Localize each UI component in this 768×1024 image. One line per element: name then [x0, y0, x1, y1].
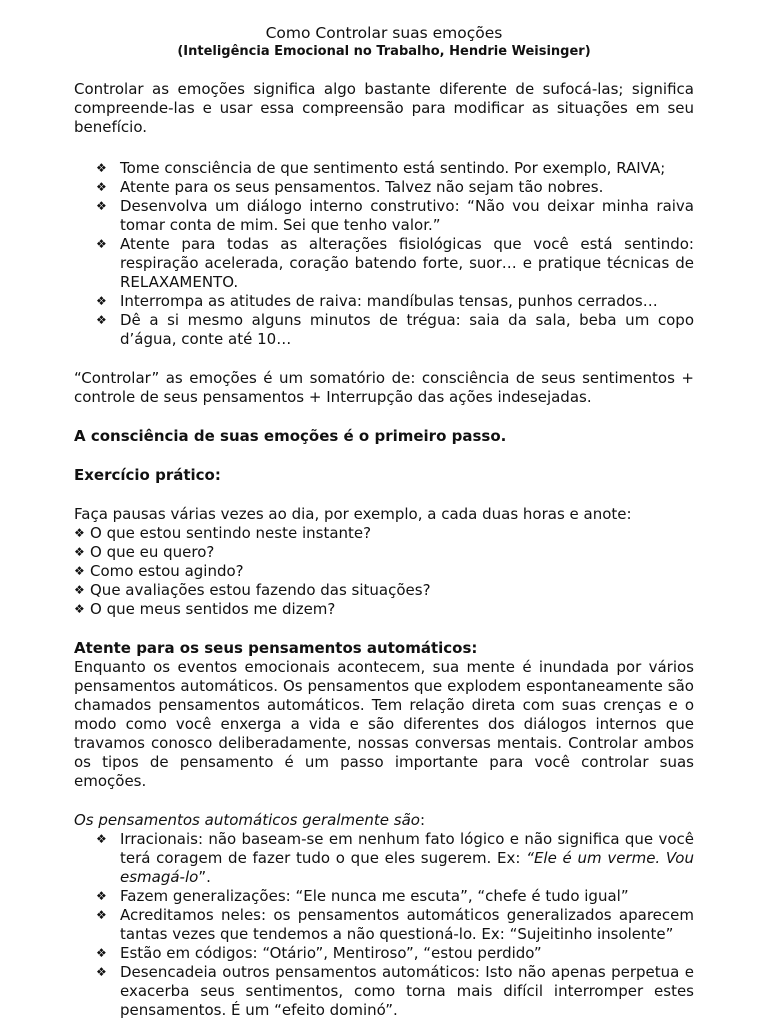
- automatic-thoughts-paragraph: Enquanto os eventos emocionais acontecem, sua mente é inundada por vários pensamentos automáticos. Os pensamentos que explodem espontaneamente são chamados pensamentos automáticos. Tem relação direta com suas crenças e o modo como você enxerga a vida e são diferentes dos diálogos internos que travamos conosco deliberadamente, nossas conversas mentais. Controlar ambos os tipos de pensamento é um passo importante para você controlar suas emoções.: [74, 658, 694, 790]
- diamond-bullet-icon: ❖: [96, 965, 107, 979]
- list-item: ❖ Tome consciência de que sentimento está sentindo. Por exemplo, RAIVA;: [96, 159, 666, 177]
- summary-paragraph: “Controlar” as emoções é um somatório de: consciência de seus sentimentos + controle de seus pensamentos + Interrupção das ações indesejadas.: [74, 369, 694, 406]
- automatic-thoughts-heading: Atente para os seus pensamentos automáticos:: [74, 639, 478, 657]
- list-item: ❖ Desencadeia outros pensamentos automáticos: Isto não apenas perpetua e exacerba seus sentimentos, como torna mais difícil interromper estes pensamentos. É um “efeito dominó”.: [96, 963, 694, 1019]
- list-item: ❖ Dê a si mesmo alguns minutos de trégua: saia da sala, beba um copo d’água, conte até 10…: [96, 311, 694, 348]
- first-step-heading: A consciência de suas emoções é o primeiro passo.: [74, 427, 507, 445]
- list-item: ❖ Atente para todas as alterações fisiológicas que você está sentindo: respiração acelerada, coração batendo forte, suor… e pratique técnicas de RELAXAMENTO.: [96, 235, 694, 291]
- list-item: ❖ Acreditamos neles: os pensamentos automáticos generalizados aparecem tantas vezes que tendemos a não questioná-lo. Ex: “Sujeitinho insolente”: [96, 906, 694, 943]
- list-item: ❖ Fazem generalizações: “Ele nunca me escuta”, “chefe é tudo igual”: [96, 887, 629, 905]
- list-item: ❖ Desenvolva um diálogo interno construtivo: “Não vou deixar minha raiva tomar conta de mim. Sei que tenho valor.”: [96, 197, 694, 234]
- exercise-heading: Exercício prático:: [74, 466, 221, 484]
- intro-paragraph: Controlar as emoções significa algo bastante diferente de sufocá-las; significa compreende-las e usar essa compreensão para modificar as situações em seu benefício.: [74, 80, 694, 136]
- automatic-thoughts-list-intro: Os pensamentos automáticos geralmente são:: [74, 811, 426, 829]
- diamond-bullet-icon: ❖: [96, 237, 107, 251]
- diamond-bullet-icon: ❖: [96, 889, 107, 903]
- diamond-bullet-icon: ❖: [74, 564, 85, 578]
- diamond-bullet-icon: ❖: [74, 602, 85, 616]
- document-title: Como Controlar suas emoções: [265, 24, 503, 42]
- diamond-bullet-icon: ❖: [96, 832, 107, 846]
- diamond-bullet-icon: ❖: [74, 545, 85, 559]
- diamond-bullet-icon: ❖: [96, 908, 107, 922]
- diamond-bullet-icon: ❖: [96, 161, 107, 175]
- list-item: ❖ Que avaliações estou fazendo das situações?: [74, 581, 431, 599]
- exercise-intro: Faça pausas várias vezes ao dia, por exemplo, a cada duas horas e anote:: [74, 505, 632, 523]
- diamond-bullet-icon: ❖: [74, 526, 85, 540]
- list-item: ❖ O que eu quero?: [74, 543, 215, 561]
- diamond-bullet-icon: ❖: [96, 199, 107, 213]
- list-item: ❖ Estão em códigos: “Otário”, Mentiroso”, “estou perdido”: [96, 944, 542, 962]
- traits-list: [74, 830, 694, 1020]
- diamond-bullet-icon: ❖: [96, 946, 107, 960]
- diamond-bullet-icon: ❖: [96, 294, 107, 308]
- list-item: ❖ Atente para os seus pensamentos. Talvez não sejam tão nobres.: [96, 178, 604, 196]
- steps-list: [74, 159, 694, 349]
- list-item: ❖ Irracionais: não baseam-se em nenhum fato lógico e não significa que você terá coragem de fazer tudo o que eles sugerem. Ex: “Ele é um verme. Vou esmagá-lo”.: [96, 830, 694, 886]
- list-item: ❖ O que estou sentindo neste instante?: [74, 524, 372, 542]
- diamond-bullet-icon: ❖: [96, 313, 107, 327]
- list-item: ❖ Interrompa as atitudes de raiva: mandíbulas tensas, punhos cerrados…: [96, 292, 658, 310]
- document-subtitle: (Inteligência Emocional no Trabalho, Hendrie Weisinger): [177, 44, 591, 59]
- diamond-bullet-icon: ❖: [96, 180, 107, 194]
- diamond-bullet-icon: ❖: [74, 583, 85, 597]
- exercise-questions-list: [74, 524, 694, 619]
- list-item: ❖ O que meus sentidos me dizem?: [74, 600, 336, 618]
- list-item: ❖ Como estou agindo?: [74, 562, 244, 580]
